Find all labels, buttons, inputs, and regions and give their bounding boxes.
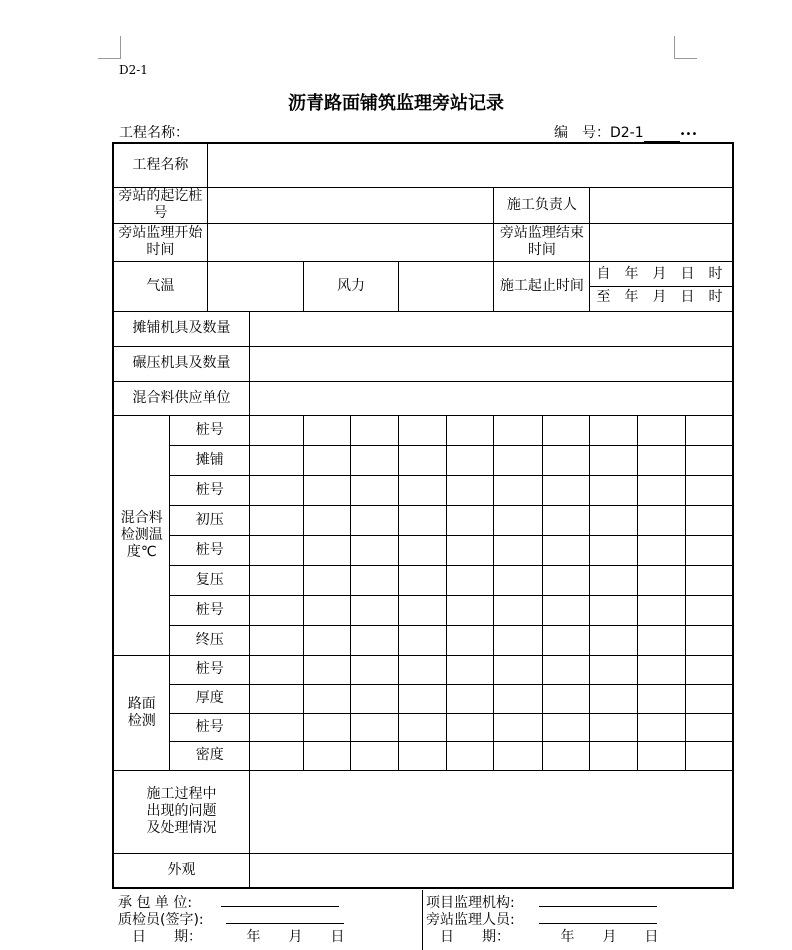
- roller-label: 碾压机具及数量: [113, 346, 250, 381]
- appearance-label: 外观: [113, 853, 250, 888]
- number-label: 编 号：D2-1: [554, 125, 644, 141]
- construction-period-label: 施工起止时间: [494, 261, 590, 311]
- date-right-label: 日 期：: [440, 929, 510, 945]
- road-label-2: 桩号: [170, 713, 250, 741]
- supplier-label: 混合料供应单位: [113, 381, 250, 415]
- start-station-value[interactable]: [207, 187, 494, 223]
- page-corner-mark: [98, 36, 121, 59]
- record-table: [112, 142, 734, 889]
- construction-period-dates: [590, 261, 733, 311]
- constructor-lead-label: 施工负责人: [494, 187, 590, 223]
- start-time-label: 旁站监理开始时间: [113, 223, 207, 261]
- number-suffix: •••: [679, 129, 698, 140]
- date-right-row: [440, 926, 658, 943]
- inspector-row: [118, 909, 344, 926]
- wind-value[interactable]: [399, 261, 494, 311]
- mix-label-7: 终压: [170, 625, 250, 655]
- supervision-org-row: [426, 892, 657, 909]
- supervisor-label: 旁站监理人员:: [426, 912, 515, 928]
- road-label-1: 厚度: [170, 684, 250, 713]
- supervisor-line[interactable]: [539, 911, 657, 924]
- number-field: [554, 122, 697, 142]
- supervision-org-line[interactable]: [539, 894, 657, 907]
- mix-label-5: 复压: [170, 565, 250, 595]
- mix-label-6: 桩号: [170, 595, 250, 625]
- start-station-label: 旁站的起讫桩号: [113, 187, 207, 223]
- roller-value[interactable]: [250, 346, 733, 381]
- contractor-line[interactable]: [221, 894, 339, 907]
- contractor-label: 承 包 单 位:: [118, 895, 193, 911]
- mix-label-1: 摊铺: [170, 445, 250, 475]
- paver-value[interactable]: [250, 311, 733, 346]
- end-time-value[interactable]: [590, 223, 733, 261]
- end-time-label: 旁站监理结束时间: [494, 223, 590, 261]
- road-label-0: 桩号: [170, 655, 250, 684]
- date-left-label: 日 期：: [132, 929, 202, 945]
- paver-label: 摊铺机具及数量: [113, 311, 250, 346]
- to-date[interactable]: 至 年 月 日 时: [596, 289, 723, 305]
- inspector-label: 质检员(签字):: [118, 912, 204, 928]
- wind-label: 风力: [303, 261, 398, 311]
- footer-divider: [422, 890, 423, 950]
- number-blank[interactable]: [644, 127, 680, 142]
- mix-temp-group-label: 混合料检测温度℃: [113, 415, 170, 655]
- mix-label-3: 初压: [170, 505, 250, 535]
- supervision-org-label: 项目监理机构:: [426, 895, 515, 911]
- date-left-row: [132, 926, 344, 943]
- inspector-line[interactable]: [226, 911, 344, 924]
- doc-code: D2-1: [119, 63, 148, 77]
- temperature-value[interactable]: [207, 261, 303, 311]
- project-name-cell: 工程名称: [113, 143, 207, 187]
- temperature-label: 气温: [113, 261, 207, 311]
- road-group-label: 路面检测: [113, 655, 170, 770]
- project-name-value[interactable]: [207, 143, 733, 187]
- issues-value[interactable]: [250, 770, 733, 853]
- contractor-row: [118, 892, 339, 909]
- mix-label-2: 桩号: [170, 475, 250, 505]
- page-title: 沥青路面铺筑监理旁站记录: [288, 93, 504, 114]
- constructor-lead-value[interactable]: [590, 187, 733, 223]
- mix-label-4: 桩号: [170, 535, 250, 565]
- road-label-3: 密度: [170, 741, 250, 770]
- appearance-value[interactable]: [250, 853, 733, 888]
- mix-label-0: 桩号: [170, 415, 250, 445]
- date-left-value: 年 月 日: [246, 929, 345, 945]
- date-right-value: 年 月 日: [560, 929, 659, 945]
- supplier-value[interactable]: [250, 381, 733, 415]
- supervisor-row: [426, 909, 657, 926]
- project-name-label: 工程名称：: [119, 125, 189, 141]
- issues-label: 施工过程中出现的问题及处理情况: [113, 770, 250, 853]
- start-time-value[interactable]: [207, 223, 494, 261]
- page-corner-mark: [674, 36, 697, 59]
- from-date[interactable]: 自 年 月 日 时: [590, 264, 732, 287]
